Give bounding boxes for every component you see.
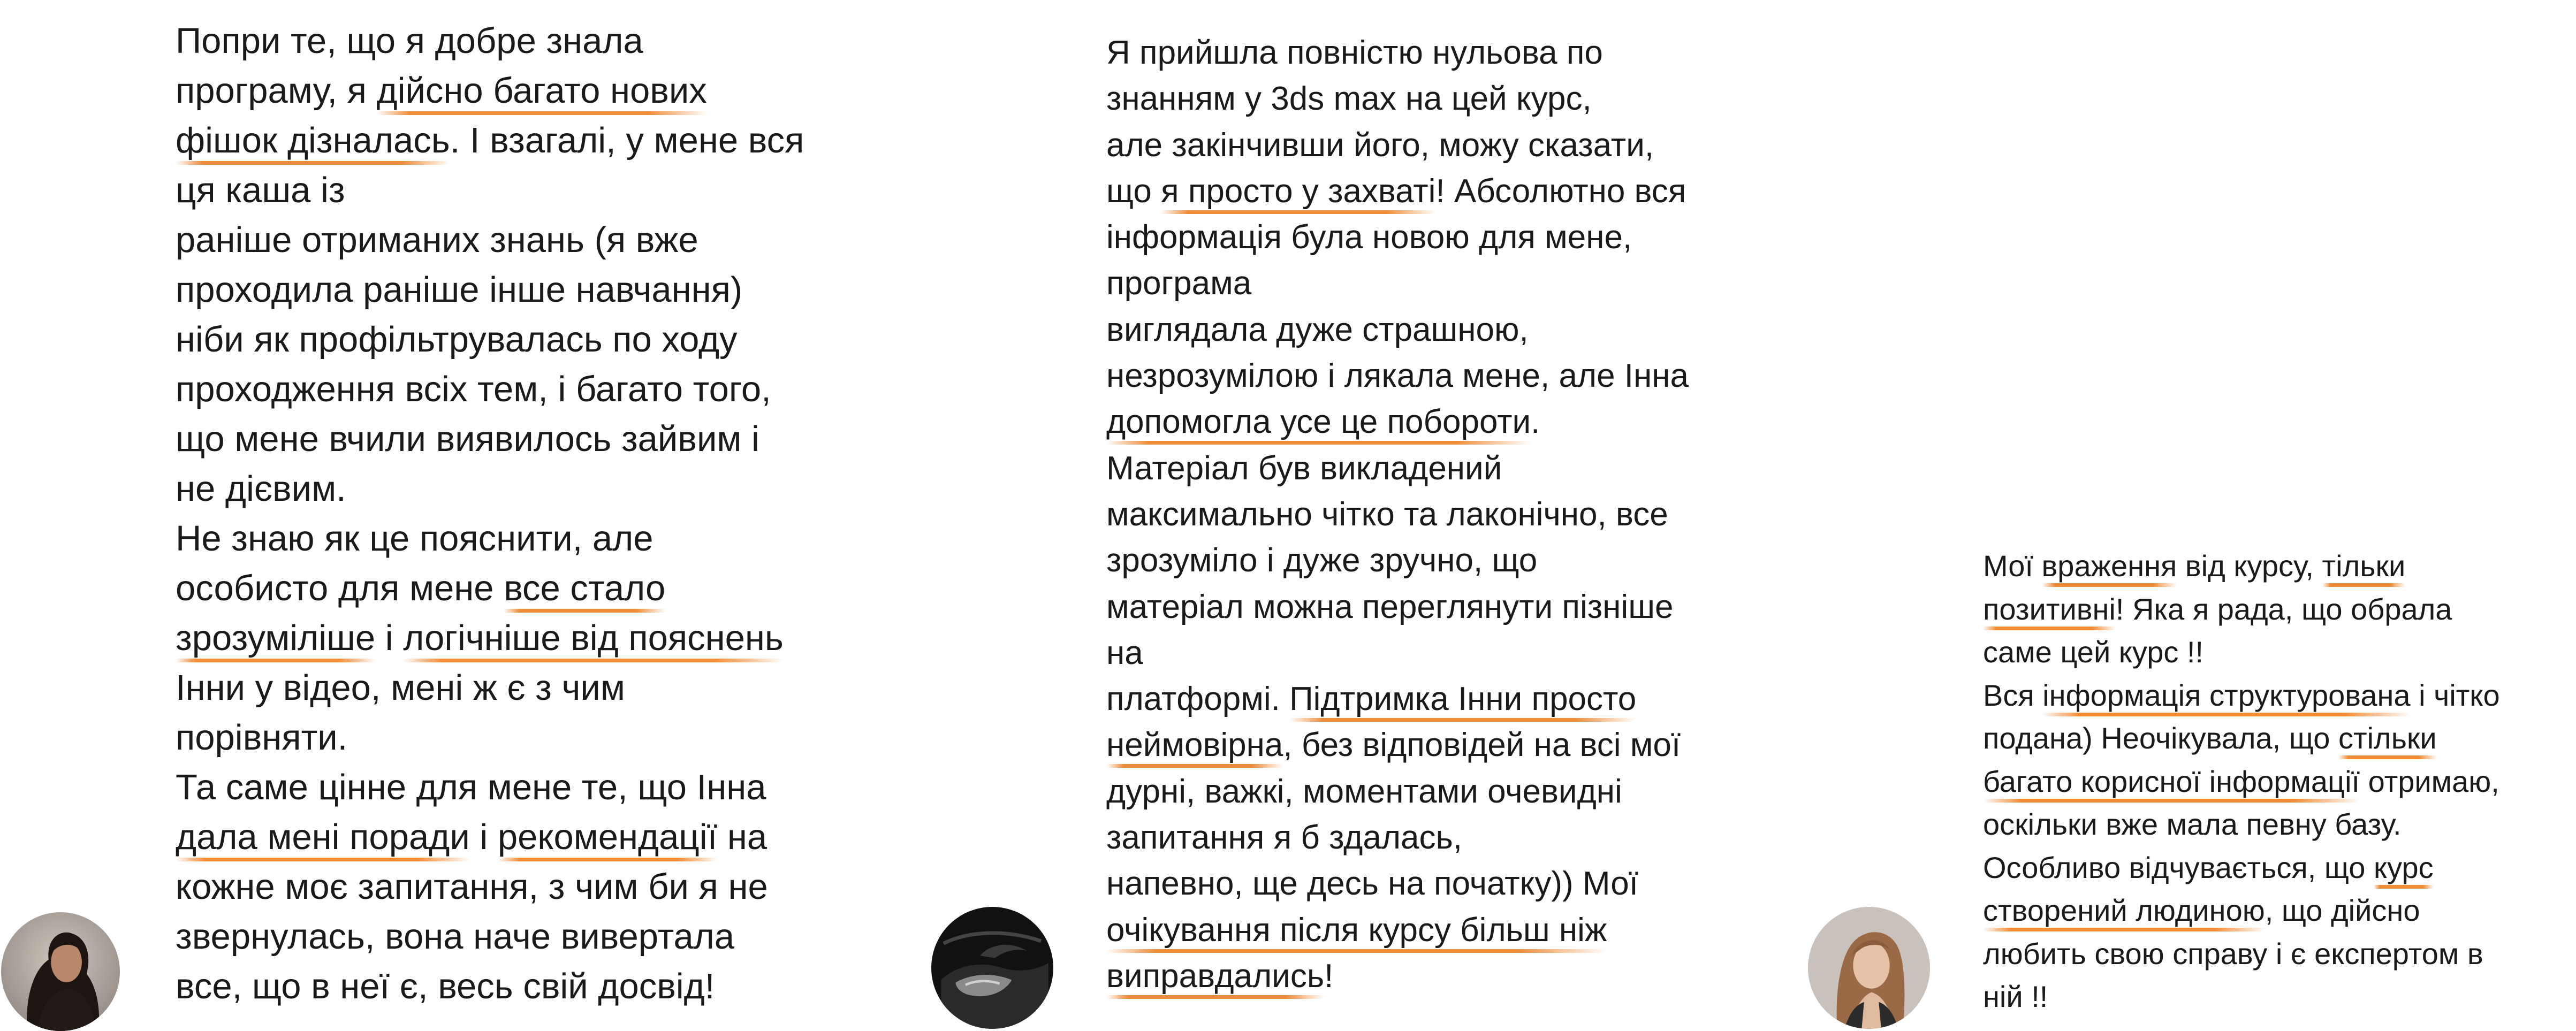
text-line: [1106, 446, 1689, 492]
text-segment: ! Яка я рада, що обрала: [2115, 592, 2452, 626]
text-segment: від курсу,: [2177, 549, 2322, 583]
text-segment: ній !!: [1983, 980, 2048, 1013]
text-line: [176, 762, 804, 812]
text-line: [176, 66, 804, 116]
text-line: [1983, 933, 2500, 976]
text-segment: особисто для мене: [176, 568, 504, 608]
text-segment: ця каша із: [176, 170, 345, 210]
text-segment: порівняти.: [176, 717, 348, 758]
highlighted-phrase: фішок дізналась: [176, 120, 450, 165]
text-line: [176, 16, 804, 66]
text-segment: , без відповідей на всі мої: [1283, 727, 1681, 764]
text-segment: проходила раніше інше навчання): [176, 270, 743, 310]
text-line: [1106, 353, 1689, 399]
text-segment: програма: [1106, 265, 1252, 302]
text-segment: незрозумілою і лякала мене, але Інна: [1106, 357, 1689, 395]
text-line: [1106, 584, 1689, 630]
text-line: [1106, 261, 1689, 307]
text-line: [1983, 846, 2500, 890]
highlighted-phrase: все стало: [504, 568, 665, 613]
text-segment: звернулась, вона наче вивертала: [176, 917, 735, 957]
text-line: [1106, 953, 1689, 999]
text-segment: і: [469, 817, 498, 857]
text-segment: матеріал можна переглянути пізніше: [1106, 588, 1674, 625]
highlighted-phrase: багато корисної інформації: [1983, 765, 2360, 803]
text-segment: , що дійсно: [2265, 893, 2420, 927]
text-segment: . І взагалі, у мене вся: [450, 120, 804, 161]
avatar: [1, 912, 120, 1031]
text-line: [1983, 975, 2500, 1019]
text-segment: зрозуміло і дуже зручно, що: [1106, 542, 1538, 579]
text-line: [1106, 676, 1689, 722]
text-segment: ! Абсолютно вся: [1435, 172, 1686, 210]
young-woman-portrait-icon: [1808, 907, 1930, 1029]
text-line: [1106, 76, 1689, 122]
text-line: [176, 613, 804, 663]
highlighted-phrase: дала мені поради: [176, 817, 470, 861]
text-segment: напевно, ще десь на початку)) Мої: [1106, 865, 1638, 903]
text-segment: що: [1106, 172, 1161, 210]
text-line: [176, 514, 804, 563]
highlighted-phrase: дійсно багато нових: [377, 71, 707, 115]
text-segment: подана) Неочікувала, що: [1983, 721, 2338, 755]
text-segment: і: [375, 618, 404, 658]
text-line: [176, 912, 804, 961]
highlighted-phrase: позитивні: [1983, 592, 2116, 630]
text-line: [1983, 674, 2500, 717]
text-segment: оскільки вже мала певну базу.: [1983, 807, 2402, 841]
highlighted-phrase: логічніше від пояснень: [403, 618, 784, 662]
highlighted-phrase: зрозуміліше: [176, 618, 375, 662]
highlighted-phrase: я просто у захваті: [1161, 173, 1435, 214]
testimonial-text: [1983, 545, 2500, 1019]
text-segment: раніше отриманих знань (я вже: [176, 220, 698, 260]
text-segment: платформі.: [1106, 681, 1290, 718]
text-line: [176, 961, 804, 1011]
highlighted-phrase: очікування після курсу більш ніж: [1106, 912, 1607, 953]
text-line: [1106, 215, 1689, 261]
text-segment: не дієвим.: [176, 469, 346, 509]
text-line: [176, 364, 804, 414]
text-segment: Попри те, що я добре знала: [176, 21, 643, 61]
text-segment: кожне моє запитання, з чим би я не: [176, 867, 768, 907]
text-line: [1106, 169, 1689, 215]
text-line: [1983, 889, 2500, 933]
text-segment: Мої: [1983, 549, 2042, 583]
text-line: [176, 862, 804, 912]
text-segment: ніби як профільтрувалась по ходу: [176, 319, 738, 360]
text-segment: програму, я: [176, 71, 377, 111]
text-line: [176, 265, 804, 315]
highlighted-phrase: створений людиною: [1983, 893, 2265, 931]
highlighted-phrase: тільки: [2322, 549, 2406, 587]
text-segment: Особливо відчувається, що: [1983, 850, 2374, 884]
text-line: [1106, 630, 1689, 676]
testimonial-text: [176, 16, 804, 1011]
text-segment: Матеріал був викладений: [1106, 449, 1502, 487]
text-segment: і чітко: [2410, 678, 2500, 712]
highlighted-phrase: рекомендації: [498, 817, 717, 861]
text-line: [1983, 717, 2500, 760]
text-line: [1983, 631, 2500, 674]
text-line: [1106, 30, 1689, 76]
text-segment: знанням у 3ds max на цей курс,: [1106, 80, 1592, 118]
text-line: [1106, 861, 1689, 907]
text-line: [176, 414, 804, 464]
text-line: [176, 215, 804, 265]
text-line: [1106, 123, 1689, 169]
text-segment: .: [1531, 403, 1540, 441]
text-line: [1106, 307, 1689, 353]
text-segment: виглядала дуже страшною,: [1106, 311, 1529, 348]
highlighted-phrase: курс: [2374, 851, 2434, 889]
text-line: [1983, 760, 2500, 804]
text-segment: на: [1106, 634, 1143, 671]
text-line: [1983, 588, 2500, 631]
text-line: [176, 563, 804, 613]
text-segment: але закінчивши його, можу сказати,: [1106, 126, 1654, 164]
highlighted-phrase: неймовірна: [1106, 727, 1283, 768]
text-line: [1106, 722, 1689, 768]
testimonial-text: [1106, 30, 1689, 999]
text-line: [176, 812, 804, 862]
text-segment: запитання я б здалась,: [1106, 819, 1463, 857]
text-line: [1106, 815, 1689, 861]
text-line: [1106, 907, 1689, 953]
text-segment: на: [717, 817, 768, 857]
text-line: [176, 165, 804, 215]
text-segment: Не знаю як це пояснити, але: [176, 518, 654, 559]
text-segment: інформація була новою для мене,: [1106, 219, 1632, 256]
text-line: [1106, 492, 1689, 538]
highlighted-phrase: враження: [2042, 549, 2177, 587]
avatar: [931, 907, 1053, 1029]
highlighted-phrase: інформація структурована: [2042, 678, 2410, 716]
text-line: [176, 315, 804, 364]
text-line: [1106, 538, 1689, 584]
text-segment: !: [1324, 957, 1334, 995]
text-segment: максимально чітко та лаконічно, все: [1106, 495, 1668, 533]
text-segment: отримаю,: [2360, 764, 2499, 798]
text-line: [1106, 769, 1689, 815]
text-segment: Вся: [1983, 678, 2043, 712]
text-line: [1106, 399, 1689, 445]
text-line: [176, 464, 804, 514]
highlighted-phrase: стільки: [2338, 721, 2437, 759]
text-line: [176, 663, 804, 713]
text-segment: що мене вчили виявилось зайвим і: [176, 419, 759, 459]
text-segment: проходження всіх тем, і багато того,: [176, 369, 771, 409]
text-segment: дурні, важкі, моментами очевидні: [1106, 773, 1622, 810]
woman-portrait-dark-hair-icon: [1, 912, 120, 1031]
text-segment: саме цей курс !!: [1983, 635, 2204, 669]
text-line: [176, 116, 804, 165]
text-segment: Я прийшла повністю нульова по: [1106, 34, 1603, 71]
text-line: [1983, 545, 2500, 588]
text-segment: Інни у відео, мені ж є з чим: [176, 668, 625, 708]
text-segment: любить свою справу і є експертом в: [1983, 936, 2483, 971]
highlighted-phrase: Підтримка Інни просто: [1289, 681, 1636, 722]
highlighted-phrase: допомогла усе це побороти: [1106, 403, 1531, 445]
text-line: [176, 713, 804, 762]
text-segment: Та саме цінне для мене те, що Інна: [176, 767, 766, 807]
text-segment: все, що в неї є, весь свій досвід!: [176, 966, 715, 1006]
monochrome-portrait-icon: [931, 907, 1053, 1029]
avatar: [1808, 907, 1930, 1029]
text-line: [1983, 803, 2500, 846]
highlighted-phrase: виправдались: [1106, 958, 1324, 999]
